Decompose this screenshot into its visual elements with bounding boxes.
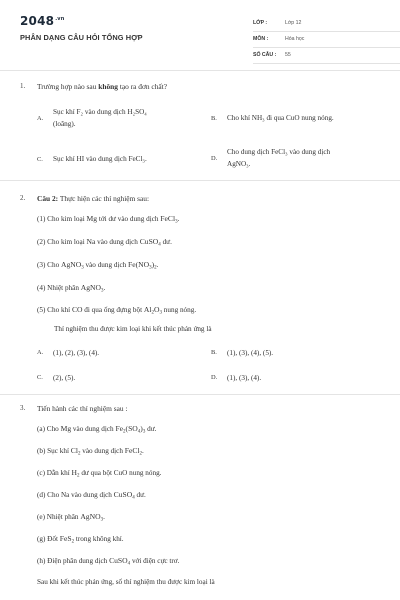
section-divider xyxy=(0,180,400,181)
formula: FeCl$_3$ xyxy=(160,214,178,225)
statement xyxy=(37,283,105,294)
formula: $Al_2O_3$ xyxy=(143,305,162,316)
meta-key: LỚP : xyxy=(253,20,268,26)
site-logo[interactable] xyxy=(20,14,65,28)
statement-label: (5) Cho khí xyxy=(37,306,72,314)
statement xyxy=(37,424,156,435)
statement-text: trong không khí. xyxy=(74,535,124,543)
formula: CuSO$_4$ xyxy=(109,556,131,567)
logo-suffix: .vn xyxy=(55,16,65,22)
statement-text: tới dư vào dung dịch xyxy=(97,215,161,223)
meta-key: SỐ CÂU : xyxy=(253,52,277,58)
statement xyxy=(37,556,179,567)
option-text: (1), (2), (3), (4). xyxy=(53,349,100,357)
option-text: Sục khí HI vào dung dịch FeCl₃. xyxy=(53,155,147,163)
statement-text: (b) Sục khí xyxy=(37,447,71,455)
question-number: 3. xyxy=(20,404,26,412)
statement-text: . xyxy=(177,215,180,223)
option-label: D. xyxy=(211,374,218,381)
option-label: A. xyxy=(37,349,44,356)
statement-text: dư qua bột CuO nung nóng. xyxy=(79,469,162,477)
statement-label: (2) Cho kim loại xyxy=(37,238,87,246)
option-line: AgNO₃. xyxy=(227,160,251,168)
option-label: B. xyxy=(211,115,217,122)
statement-text: vào dung dịch xyxy=(83,261,129,269)
option-label: B. xyxy=(211,349,217,356)
statement-text: dư. xyxy=(145,425,157,433)
statement-text: đi qua ống đựng bột xyxy=(82,306,144,314)
question-text-bold: Câu 2: xyxy=(37,194,59,203)
statement-text: (c) Dẫn khí xyxy=(37,469,72,477)
statement xyxy=(37,490,146,501)
option-text: (1), (3), (4), (5). xyxy=(227,349,274,357)
formula: FeS$_2$ xyxy=(59,534,75,545)
statement xyxy=(37,214,179,225)
question-text-part: tạo ra đơn chất? xyxy=(117,82,168,91)
statement-label: (1) Cho kim loại xyxy=(37,215,87,223)
meta-row-class xyxy=(253,18,400,32)
question-text-part: Trường hợp nào sau xyxy=(37,82,99,91)
formula: Mg xyxy=(86,214,98,223)
statement-text: vào dung dịch xyxy=(80,447,125,455)
statement-text: (g) Đốt xyxy=(37,535,60,543)
question-text xyxy=(37,194,377,203)
logo-text: 2048 xyxy=(20,14,55,28)
statement-text: . xyxy=(156,261,159,269)
statement-text: vào dung dịch xyxy=(71,425,116,433)
formula: $Fe(NO_3)_2$ xyxy=(128,260,157,271)
header xyxy=(20,14,380,64)
statement-text: dư. xyxy=(160,238,172,246)
formula: AgNO$_3$ xyxy=(80,283,104,294)
meta-value: 55 xyxy=(285,52,291,58)
meta-value: Lớp 12 xyxy=(285,20,302,26)
question-prompt: Sau khi kết thúc phản ứng, số thí nghiệm thu được kim loại là xyxy=(37,578,215,586)
section-divider xyxy=(0,394,400,395)
question-number: 2. xyxy=(20,194,26,202)
statement-text: với điện cực trơ. xyxy=(130,557,180,565)
option-line: (loãng). xyxy=(53,120,76,128)
meta-value: Hóa học xyxy=(285,36,305,42)
question-text-part: Thực hiện các thí nghiệm sau: xyxy=(58,194,150,203)
statement xyxy=(37,305,196,316)
option-label: A. xyxy=(37,115,44,122)
formula: Na xyxy=(86,237,96,246)
statement xyxy=(37,446,144,457)
statement-label: (4) Nhiệt phân xyxy=(37,284,81,292)
formula: AgNO$_3$ xyxy=(60,260,84,271)
statement-text: . xyxy=(103,284,106,292)
question-text xyxy=(37,82,377,91)
question-text-bold: không xyxy=(98,82,118,91)
meta-panel xyxy=(253,18,400,66)
statement-text: (h) Điện phân dung dịch xyxy=(37,557,110,565)
formula: CO xyxy=(71,305,83,314)
subject-title: PHÂN DẠNG CÂU HỎI TỔNG HỢP xyxy=(20,33,143,42)
option-label: D. xyxy=(211,155,218,162)
formula: $Fe_2(SO_4)_3$ xyxy=(115,424,146,435)
statement xyxy=(37,260,158,271)
option-label: C. xyxy=(37,374,43,381)
statement xyxy=(37,237,172,248)
statement-text: dư. xyxy=(134,491,146,499)
option-text: (2), (5). xyxy=(53,374,76,382)
statement-text: . xyxy=(103,513,105,521)
formula: AgNO$_3$ xyxy=(80,512,104,523)
formula: FeCl$_2$ xyxy=(124,446,143,457)
section-divider xyxy=(0,70,400,71)
question-prompt: Thí nghiệm thu được kim loại khi kết thúc phản ứng là xyxy=(54,325,212,333)
statement-text: (a) Cho xyxy=(37,425,61,433)
formula: $Cl_2$ xyxy=(70,446,81,457)
formula: $H_2$ xyxy=(71,468,80,479)
option-line: Cho dung dịch FeCl₃ vào dung dịch xyxy=(227,148,331,156)
option-line: Sục khí F₂ vào dung dịch H₂SO₄ xyxy=(53,108,147,116)
statement-text: (e) Nhiệt phân xyxy=(37,513,81,521)
formula: Mg xyxy=(60,424,72,433)
option-text: (1), (3), (4). xyxy=(227,374,262,382)
question-number: 1. xyxy=(20,82,26,90)
statement-text: . xyxy=(142,447,144,455)
statement-text: (d) Cho Na vào dung dịch xyxy=(37,491,114,499)
statement-text: nung nóng. xyxy=(161,306,197,314)
formula: CuSO$_4$ xyxy=(113,490,135,501)
meta-row-subject xyxy=(253,34,400,48)
formula: CuSO$_4$ xyxy=(139,237,161,248)
statement xyxy=(37,534,124,545)
meta-key: MÔN : xyxy=(253,36,269,42)
option-label: C. xyxy=(37,156,43,163)
option-text xyxy=(53,106,203,130)
option-text xyxy=(227,146,377,170)
option-text: Cho khí NH₃ đi qua CuO nung nóng. xyxy=(227,114,334,122)
meta-row-count xyxy=(253,50,400,64)
statement-text: vào dung dịch xyxy=(95,238,140,246)
statement-label: (3) Cho xyxy=(37,261,61,269)
statement xyxy=(37,512,105,523)
question-text: Tiến hành các thí nghiệm sau : xyxy=(37,404,128,413)
statement xyxy=(37,468,161,479)
